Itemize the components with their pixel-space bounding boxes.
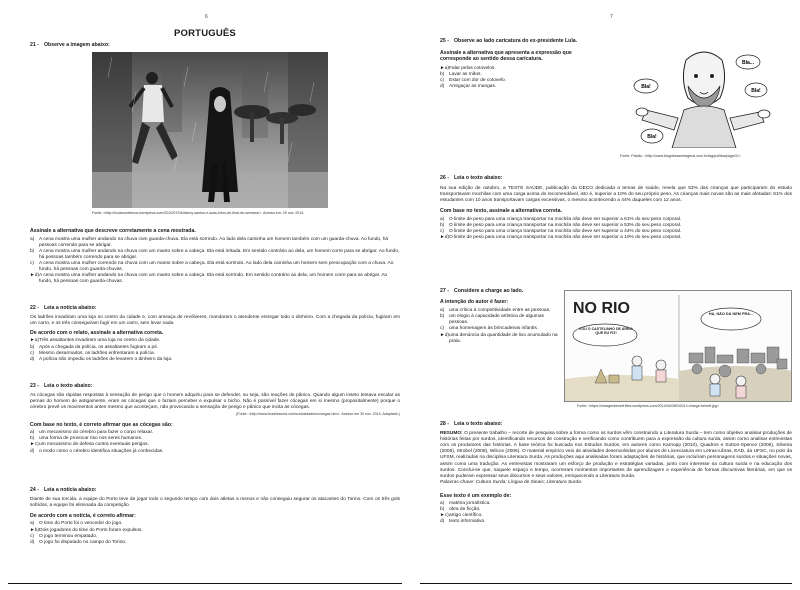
option-a[interactable]: a) O limite de peso para uma criança transportar na mochila não deve ser superior a 61% do seu peso corporal. — [440, 216, 682, 222]
question-instruction: Leia o texto abaixo: — [44, 383, 93, 389]
question-number: 21 - — [30, 42, 39, 48]
option-d[interactable]: d) Arregaçar as mangas. — [440, 83, 497, 89]
balloon-3: Bla! — [751, 88, 761, 94]
option-c[interactable]: c) O jogo terminou empatado. — [30, 533, 98, 539]
subject-title: PORTUGUÊS — [174, 28, 236, 39]
question-24 — [30, 487, 400, 546]
question-prompt: Esse texto é um exemplo de: — [440, 492, 512, 499]
rain-scene-image — [92, 52, 328, 208]
option-d[interactable]: d) O jogo foi disputado no campo do Torino. — [30, 539, 127, 545]
balloon-1: Bla! — [641, 84, 651, 90]
option-b[interactable]: b) O limite de peso para uma criança transportar na mochila não deve ser superior a 53% do seu peso corporal. — [440, 222, 682, 228]
question-number: 22 - — [30, 305, 39, 311]
option-a[interactable]: ►a) Falar pelos cotovelos. — [440, 65, 496, 71]
question-instruction: Leia a notícia abaixo: — [44, 487, 97, 493]
option-a[interactable]: ►a) Três assaltantes invadiram uma loja no centro da cidade. — [30, 338, 161, 344]
photo-source: Fonte: <http://lucianovelenca.wordpress.com/2010/07/04/danny-santos-e-suas-fotos-de-final-de-semana/>. Acesso em: 29 nov. 2014. — [92, 211, 305, 215]
question-number: 24 - — [30, 487, 39, 493]
mochila-text: Na sua edição de outubro, a TESTE SAÚDE, publicação da DECO dedicada a temas de saúde, revela que 53% das crianças que participaram do estudo transportavam mochilas com uma carga acima do recomendável, isto é, superior a 10% do seu próprio peso. As crianças mais novas são as mais afetadas: 61% dos estudantes com 10 anos transportavam cargas excessivas, o mesmo acontecendo a 44% daqueles com 12 anos. — [440, 185, 792, 203]
question-prompt: A intenção do autor é fazer: — [440, 298, 509, 305]
caricature-drawing — [624, 40, 774, 148]
news-text: Os ladrões invadiram uma loja no centro da cidade e, com ameaça de revólveres, mandaram o atendente entregar todo o dinheiro. Com a chegada da polícia, fugiram em um carro, e os três conseguiram fugir em um carro, sem levar nada. — [30, 314, 400, 326]
cocegas-text: As cócegas são rápidas respostas à sensação de perigo que o homem adquiriu para se defender, ou seja, são reações de pânico. Quando algum inseto tentava escalar as pernas do homem de antigamente, eram as cócegas que o faziam perceber e expulsar o bicho. Não é possível fazer cócegas em si mesmo (propositalmente) porque o cérebro prevê os movimentos antes mesmo que aconteçam, não provocando a sensação de perigo e pânico que incita as cócegas. — [30, 392, 400, 410]
question-28 — [440, 421, 792, 526]
lula-caricature — [624, 40, 774, 148]
option-d[interactable]: ►d) uma denúncia da quantidade de lixo acumulado na praia. — [440, 332, 558, 344]
question-27 — [440, 288, 560, 345]
option-c[interactable]: c) Estar com dor de cotovelo. — [440, 77, 507, 83]
no-rio-cartoon — [564, 290, 792, 402]
question-instruction: Considere a charge ao lado. — [454, 288, 524, 294]
cartoon-title: NO RIO — [573, 300, 630, 317]
question-number: 23 - — [30, 383, 39, 389]
question-instruction: Observe ao lado caricatura do ex-presidente Lula. — [454, 38, 578, 44]
page-number: 7 — [610, 14, 613, 20]
question-prompt: De acordo com a notícia, é correto afirmar: — [30, 512, 136, 519]
caricature-source: Fonte: Paixão. <http://www.blogdoessenfageral.com.br/tag/politica/page/2/>. — [620, 154, 742, 158]
question-instruction: Observe a imagem abaixo: — [44, 42, 110, 48]
question-prompt: De acordo com o relato, assinale a alternativa correta. — [30, 329, 164, 336]
question-25 — [440, 38, 602, 90]
balloon-left: VOU O CASTELINHO DE AREIA QUE EU FIZ! — [579, 327, 633, 336]
question-number: 26 - — [440, 175, 449, 181]
question-22 — [30, 305, 400, 363]
option-c[interactable]: ►c) artigo científico. — [440, 513, 483, 519]
option-c[interactable]: ►c) um mecanismo de defesa contra eventuais perigos. — [30, 442, 149, 448]
question-instruction: Leia a notícia abaixo: — [44, 305, 97, 311]
question-instruction: Leia o texto abaixo: — [454, 421, 503, 427]
option-b[interactable]: b) Após a chegada da polícia, os assaltantes fugiram a pé. — [30, 344, 159, 350]
option-b[interactable]: b) obra de ficção. — [440, 507, 481, 513]
right-page — [412, 0, 800, 590]
option-b[interactable]: b) A cena mostra uma mulher andando na chuva com um manto sobre a cabeça. Ela está irritada. Em sentido contrário ao dela, um homem corre para se abrigar. Ao fundo, há pessoas também correndo para se abrigar. — [30, 248, 400, 260]
option-d[interactable]: d) A polícia não impediu os ladrões de levarem o dinheiro da loja. — [30, 356, 173, 362]
option-b[interactable]: b) Lavar as mãos. — [440, 71, 482, 77]
option-a[interactable]: a) O time do Porto foi o vencedor do jogo. — [30, 521, 123, 527]
option-d[interactable]: ►d) O limite de peso para uma criança transportar na mochila não deve ser superior a 10% do seu peso corporal. — [440, 235, 682, 241]
question-instruction: Leia o texto abaixo: — [454, 175, 503, 181]
question-number: 28 - — [440, 421, 449, 427]
balloon-2: Bla... — [742, 60, 754, 66]
cartoon-drawing — [565, 291, 792, 402]
text-source: (Fonte: <http://www.brasilescola.com/curiosidades/cocegas.htm>. Acesso em 30 nov. 2014. Adaptado.) — [236, 412, 400, 417]
option-d[interactable]: ►d) A cena mostra uma mulher andando na chuva com um manto sobre a cabeça. Ela está sorrindo. Em sentido contrário ao dela, um homem corre para se abrigar. Ao fundo, há pessoas com guarda-chuvas. — [30, 273, 388, 285]
option-list — [30, 237, 400, 286]
question-number: 27 - — [440, 288, 449, 294]
option-a[interactable]: a) A cena mostra uma mulher andando na chuva com guarda-chuva. Ela está sorrindo. Ao lado dela caminha um homem também com um guarda-chuva. Ao fundo, há pessoas correndo para se abrigar. — [30, 236, 389, 248]
option-a[interactable]: a) um mecanismo do cérebro para fazer o corpo relaxar. — [30, 430, 154, 436]
news-text: Diante de sua torcida, a equipe do Porto teve de jogar todo o segundo tempo com dois atletas a menos e não conseguiu segurar os atacantes do Torino. Com os três gols sofridos, a equipe foi eliminada da competição. — [30, 496, 400, 508]
option-a[interactable]: a) matéria jornalística. — [440, 501, 491, 507]
question-prompt: Com base no texto, é correto afirmar que as cócegas são: — [30, 421, 173, 428]
option-b[interactable]: ►b) Dois jogadores do time do Porto foram expulsos. — [30, 527, 143, 533]
keywords: Palavras-chave: Cultura Surda; Língua de Sinais; Literatura Surda. — [440, 480, 583, 486]
page-bottom-rule — [420, 583, 792, 584]
page-number: 6 — [205, 14, 208, 20]
question-23 — [30, 383, 400, 455]
option-d[interactable]: d) texto informativo. — [440, 519, 486, 525]
page-bottom-rule — [8, 583, 402, 584]
option-a[interactable]: a) uma crítica à competitividade entre as pessoas. — [440, 308, 551, 313]
question-prompt: Assinale a alternativa que descreve corretamente a cena mostrada. — [30, 228, 196, 234]
option-c[interactable]: c) A cena mostra uma mulher correndo na chuva com um manto sobre a cabeça. Ela está sorrindo. Ao lado dela caminha um homem sem preocupação com a chuva. Ao fundo, há pessoas com guarda-chuvas. — [30, 261, 394, 273]
balloon-4: Bla! — [647, 134, 657, 140]
resumo-label: RESUMO: — [440, 430, 463, 436]
rain-photo — [92, 52, 328, 208]
question-prompt: Assinale a alternativa que apresenta a expressão que corresponde ao sentido dessa caricatura. — [440, 49, 572, 62]
option-b[interactable]: b) uma forma de provocar riso nos seres humanos. — [30, 436, 143, 442]
question-26 — [440, 175, 792, 241]
question-21-header — [30, 42, 390, 49]
balloon-right: HA, NÃO DÁ NEM PRA... — [708, 312, 754, 316]
question-prompt: Com base no texto, assinale a alternativa correta. — [440, 208, 562, 215]
option-c[interactable]: c) uma homenagem às brincadeiras infantis. — [440, 326, 539, 332]
resumo-text: RESUMO: O presente trabalho – recorte de pesquisa sobre a forma como os surdos vêm construindo a Literatura Surda – tem como objetivo analisar produções de histórias feitas por surdos, identificando recursos de construção e verificando como contribuem para a expressão da cultura surda, assim como analisar entrevistas com os produtores das histórias. A base teórica foi buscada nos Estudos Surdos, em autores como Karnopp (2010), Quadros e Sutton-Spence (2006), Silveira (2006), Strobel (2008), Wilcox (2005). O material empírico veio de atividades desenvolvidas por alunos de Licenciatura em Letras-Libras, EAD, da UFSC, no polo da UFSM, realizadas na disciplina Literatura Surda. As produções aqui analisadas foram adaptações de histórias, que incluíram personagens surdos e situações novas, assim como uma tradução. As entrevistas mostraram um esforço de produção e estratégias variadas, junto com interesse na cultura surda e na educação dos surdos. Conclui-se que, naquele espaço e tempo, ocorreram momentos importantes de aprendizagem e experiência de formas discursivas literárias, em que os surdos puderam expressar seus discursos e seus valores, enriquecendo a Literatura Surda. — [440, 430, 792, 480]
option-b[interactable]: b) um elogio à capacidade artística de algumas pessoas. — [440, 314, 544, 326]
option-c[interactable]: c) Mesmo desarmados, os ladrões enfrentaram a polícia. — [30, 350, 155, 356]
question-21-body — [30, 228, 400, 286]
cartoon-source: Fonte: <https://chargesbenett.files.wordpress.com/2014/04/08032014-charge-benett.jpg> — [577, 404, 719, 408]
question-number: 25 - — [440, 38, 449, 44]
option-d[interactable]: d) o modo como o cérebro identifica situações já conhecidas. — [30, 448, 164, 454]
option-c[interactable]: c) O limite de peso para uma criança transportar na mochila não deve ser superior a 44% do seu peso corporal. — [440, 228, 682, 234]
